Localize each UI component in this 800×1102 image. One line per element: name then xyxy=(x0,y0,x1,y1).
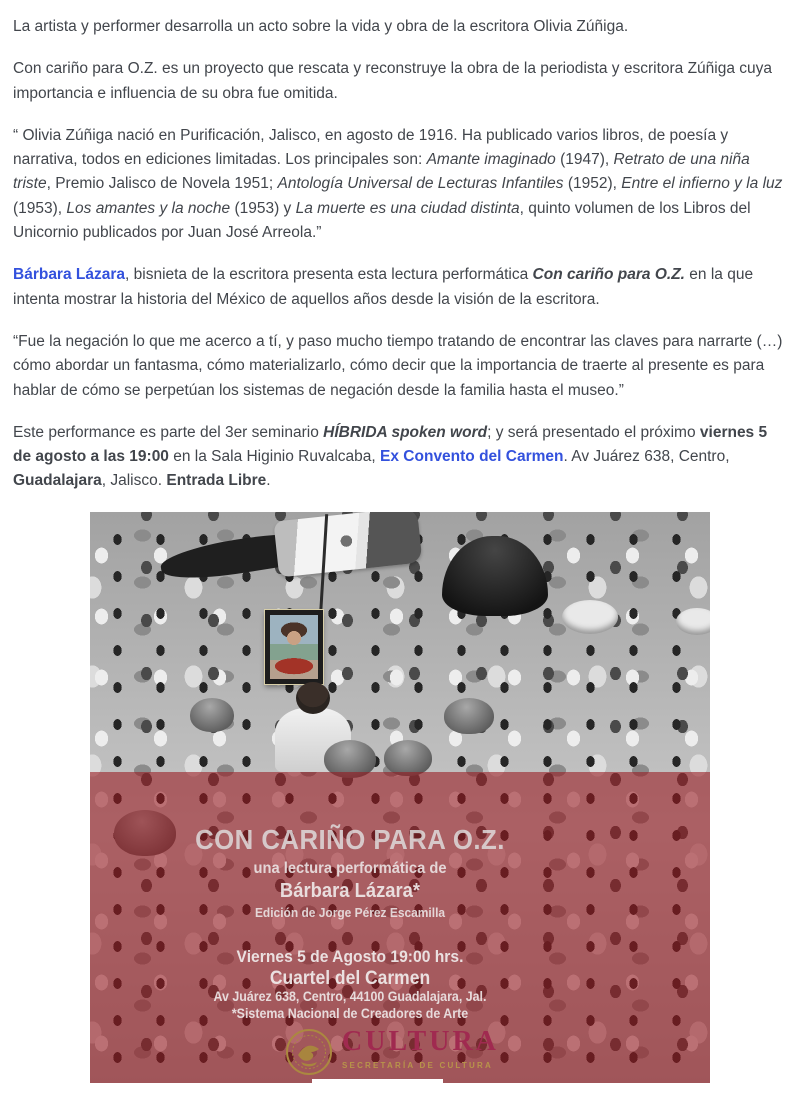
article-paragraph xyxy=(13,124,787,245)
article-paragraph xyxy=(13,263,787,312)
text-segment: Con cariño para O.Z. xyxy=(532,266,685,284)
article-paragraph xyxy=(13,330,787,403)
text-segment: La artista y performer desarrolla un acto sobre la vida y obra de la escritora Olivia Zúñiga. xyxy=(13,18,629,35)
mexico-eagle-seal-icon xyxy=(285,1028,333,1076)
inline-link[interactable]: Bárbara Lázara xyxy=(13,266,126,284)
article-paragraph xyxy=(13,57,787,106)
article-body xyxy=(0,0,800,494)
straw-hat xyxy=(562,600,618,634)
poster-caption xyxy=(111,825,589,1021)
poster-subtitle: una lectura performática de xyxy=(253,859,447,877)
text-segment: “ Olivia Zúñiga nació en Purificación, Jalisco, en agosto de 1916. Ha publicado varios libros, de poesía y narrativa, todos en ediciones limitadas. Los principales son: xyxy=(13,126,729,169)
helmet xyxy=(444,698,494,734)
framed-portrait-painting xyxy=(265,610,323,684)
cultura-logo xyxy=(285,1025,499,1076)
poster-datetime: Viernes 5 de Agosto 19:00 hrs. xyxy=(236,946,464,966)
poster-author: Bárbara Lázara* xyxy=(279,879,421,902)
secretaria-de-cultura-label: SECRETARÍA DE CULTURA xyxy=(342,1060,493,1070)
text-segment: Este performance es parte del 3er seminario xyxy=(13,423,324,441)
cultura-logo-text xyxy=(342,1025,499,1070)
text-segment: ; y será presentado el próximo xyxy=(487,423,700,441)
text-segment: HÍBRIDA spoken word xyxy=(323,423,488,441)
helmet xyxy=(190,698,234,732)
poster-title: CON CARIÑO PARA O.Z. xyxy=(195,823,505,855)
text-segment: en la que intenta mostrar la historia del México de aquellos años desde la visión de la escritora. xyxy=(13,266,754,308)
text-segment: (1953) y xyxy=(230,199,296,217)
text-segment: en la Sala Higinio Ruvalcaba, xyxy=(168,448,381,466)
straw-hat xyxy=(676,608,710,635)
text-segment: , Premio Jalisco de Novela 1951; xyxy=(46,175,278,193)
poster-venue: Cuartel del Carmen xyxy=(269,967,431,989)
crowd-figure-head xyxy=(296,682,330,714)
text-segment: La muerte es una ciudad distinta xyxy=(295,199,520,217)
text-segment: , quinto volumen de los Libros del Unicornio publicados por Juan José Arreola.” xyxy=(13,199,751,242)
text-segment: . Av Juárez 638, Centro, xyxy=(563,448,730,466)
text-segment: “Fue la negación lo que me acerco a tí, y paso mucho tiempo tratando de encontrar las claves para narrarte (…) cómo abordar un fantasma, cómo materializarlo, cómo decir que la importancia de traerte al presente es para hablar de cómo se perpetúan los sistemas de negación desde la familia hasta el museo.” xyxy=(13,332,783,399)
text-segment: Entrada Libre xyxy=(166,472,267,490)
inline-link[interactable]: Ex Convento del Carmen xyxy=(380,448,564,466)
text-segment: Retrato de una niña triste xyxy=(13,151,750,193)
text-segment: , bisnieta de la escritora presenta esta lectura performática xyxy=(125,266,533,284)
poster-footnote: *Sistema Nacional de Creadores de Arte xyxy=(231,1005,469,1021)
text-segment: Antología Universal de Lecturas Infantiles xyxy=(277,175,564,193)
text-segment: (1947), xyxy=(555,151,614,169)
article-paragraph xyxy=(13,15,787,39)
article-paragraph xyxy=(13,421,787,494)
text-segment: . xyxy=(266,472,271,490)
text-segment: Entre el infierno y la luz xyxy=(621,175,783,193)
event-poster xyxy=(90,512,710,1083)
text-segment: viernes 5 de agosto a las 19:00 xyxy=(13,423,768,466)
text-segment: Guadalajara xyxy=(13,472,102,490)
helmet xyxy=(384,740,432,776)
text-segment: Con cariño para O.Z. es un proyecto que rescata y reconstruye la obra de la periodista y escritora Zúñiga cuya importancia e influencia de su obra fue omitida. xyxy=(13,60,773,102)
poster-edition-credit: Edición de Jorge Pérez Escamilla xyxy=(254,904,446,920)
cropped-white-box xyxy=(312,1079,443,1083)
text-segment: (1952), xyxy=(563,175,622,193)
poster-address: Av Juárez 638, Centro, 44100 Guadalajara, Jal. xyxy=(213,988,487,1004)
text-segment: , Jalisco. xyxy=(101,472,167,490)
flag-eagle-crest xyxy=(339,534,355,548)
text-segment: Amante imaginado xyxy=(426,151,556,169)
text-segment: (1953), xyxy=(13,199,67,217)
text-segment: Los amantes y la noche xyxy=(66,199,231,217)
cultura-wordmark: CULTURA xyxy=(342,1025,499,1057)
